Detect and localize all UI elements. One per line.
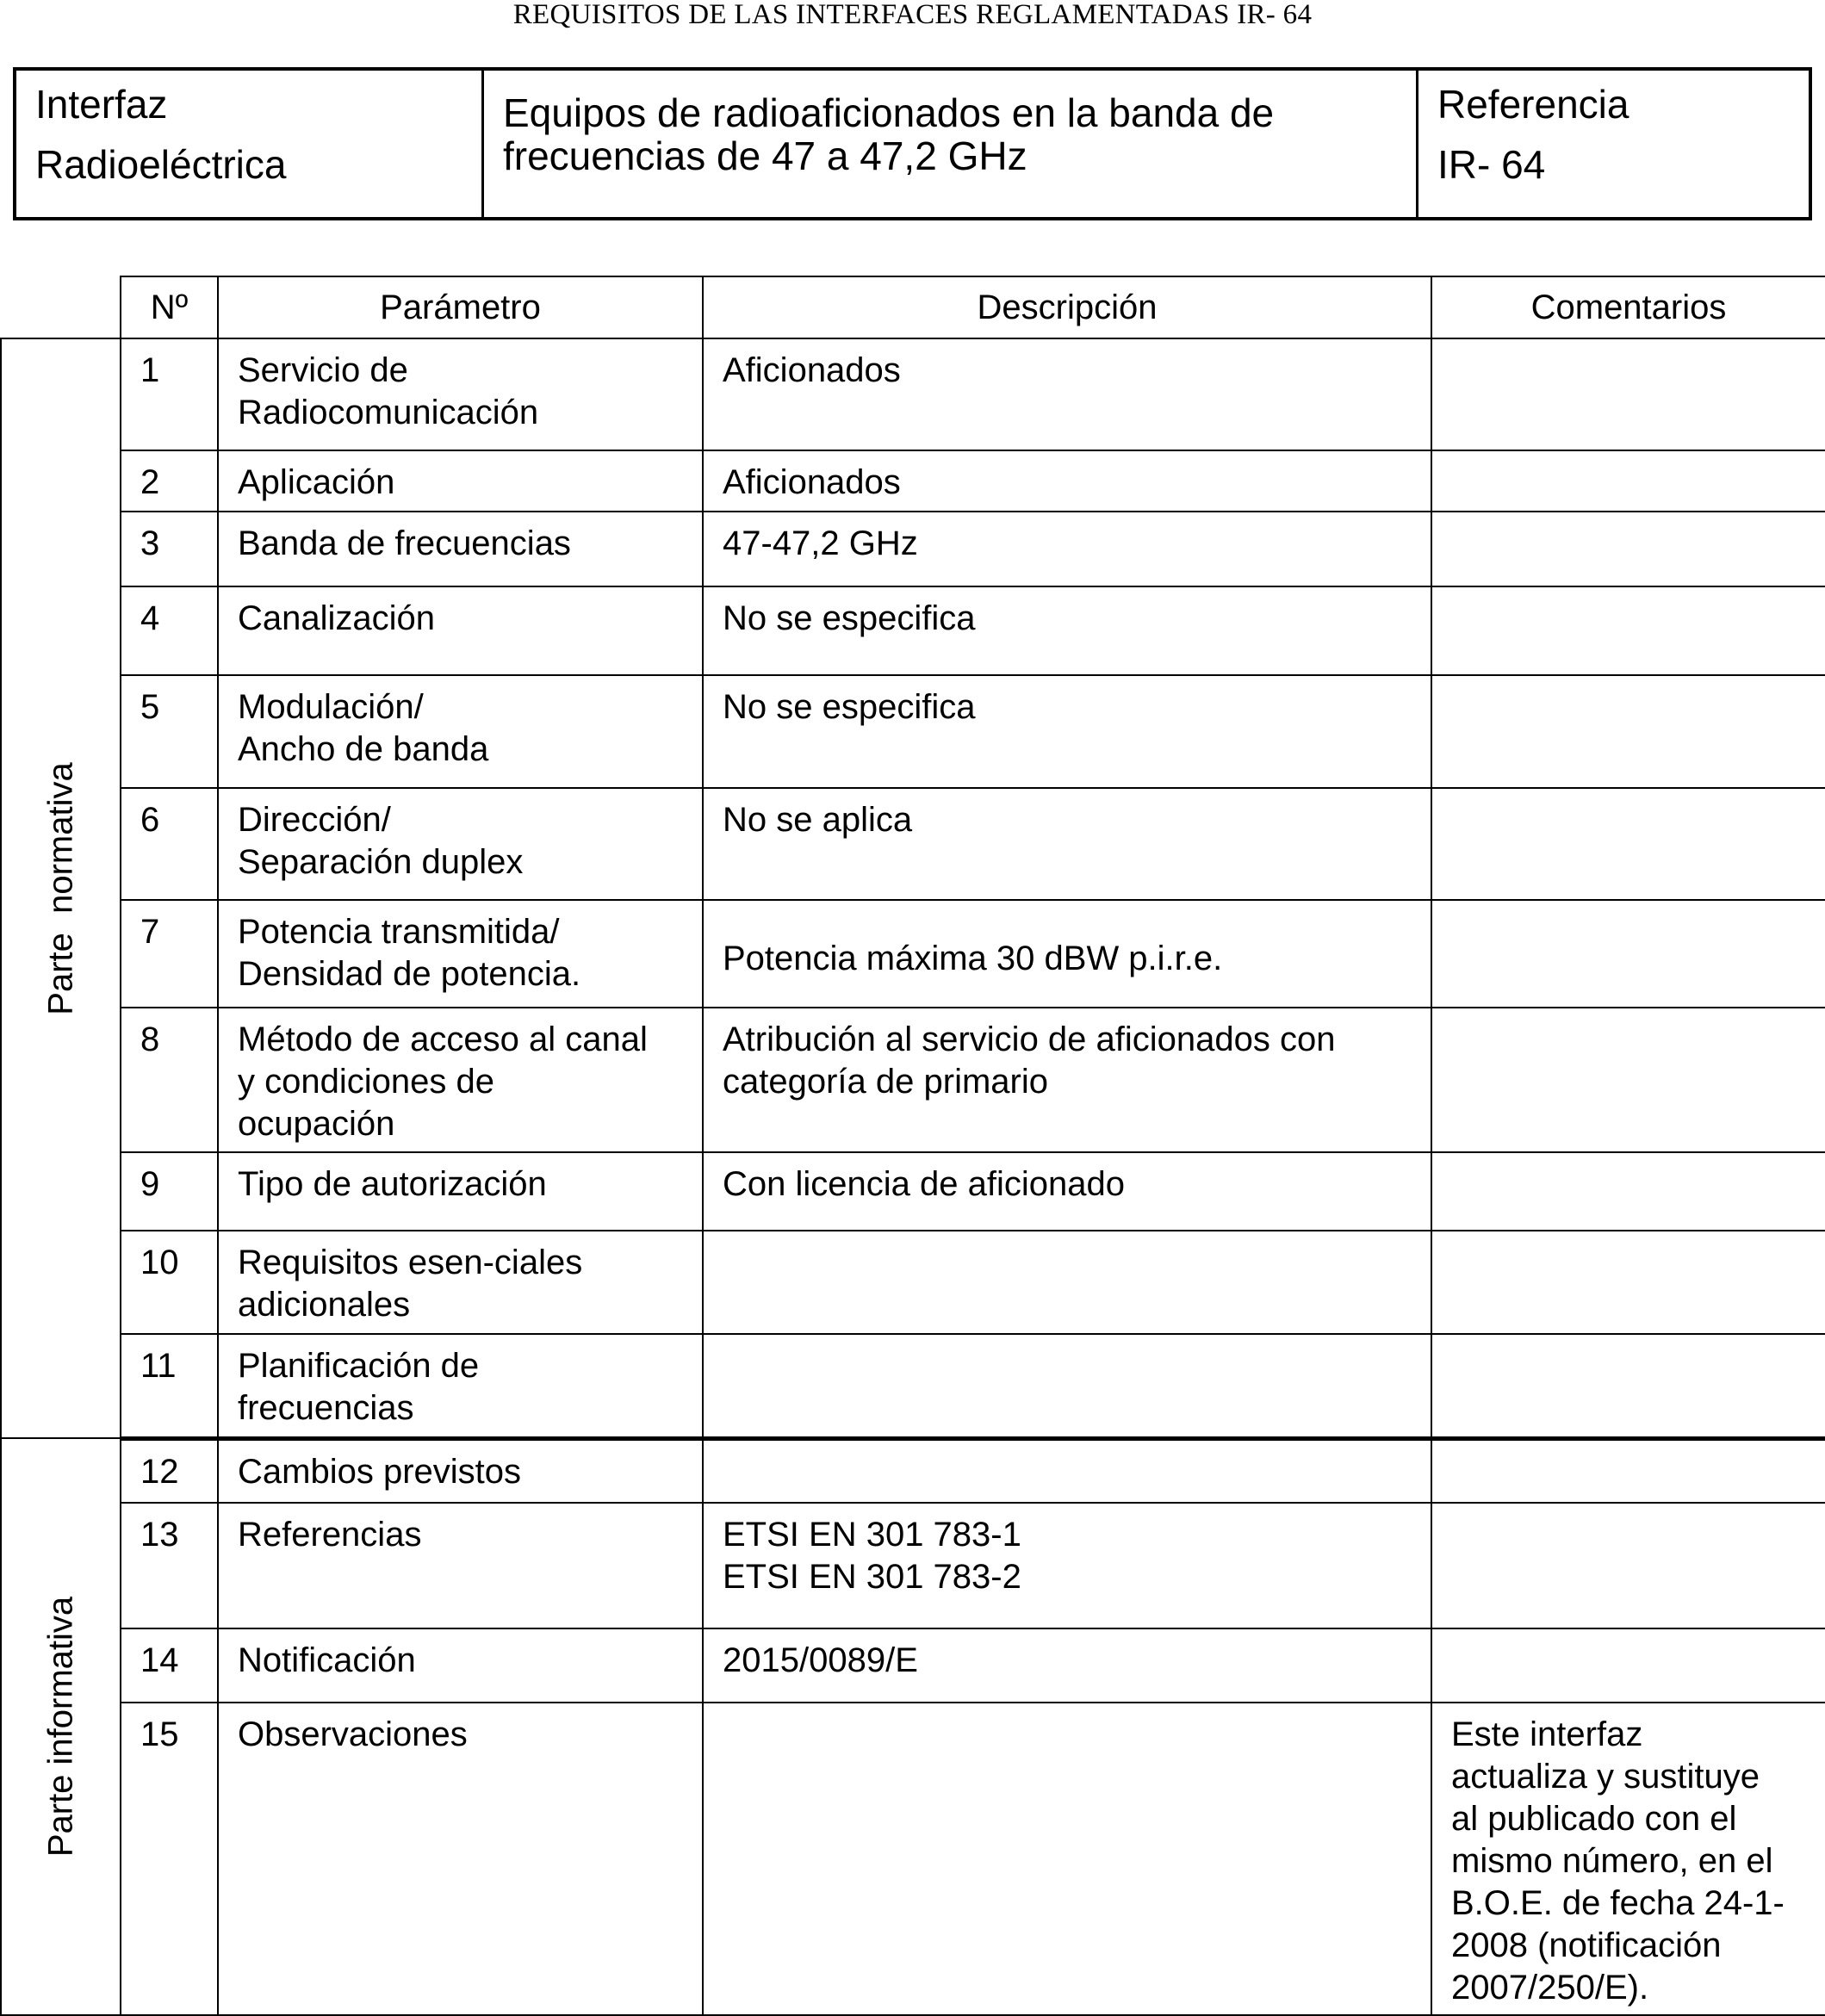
header-param: Parámetro (218, 276, 703, 338)
interface-title-cell (484, 71, 1418, 217)
cell-text-line: Cambios previstos (238, 1452, 522, 1491)
cell-text-line: Canalización (238, 599, 436, 637)
cell-text-line: Aficionados (723, 351, 901, 389)
cell-text-line: ETSI EN 301 783-1 (723, 1516, 1021, 1554)
cell-text-line: frecuencias (238, 1389, 414, 1427)
section-normative (1, 338, 121, 1438)
row-description (703, 586, 1431, 675)
row-description (703, 1152, 1431, 1231)
header-num: Nº (121, 276, 218, 338)
row-number: 8 (121, 1008, 218, 1152)
row-description (703, 1008, 1431, 1152)
row-description (703, 1438, 1431, 1503)
cell-text-line: ETSI EN 301 783-2 (723, 1558, 1021, 1596)
reference-label: Referencia (1437, 82, 1629, 127)
row-number: 15 (121, 1703, 218, 2015)
table-row (1, 675, 1825, 788)
cell-text-line: Este interfaz (1451, 1715, 1643, 1753)
cell-text-line: Separación duplex (238, 843, 524, 881)
row-parameter (218, 1334, 703, 1438)
row-comment (1431, 788, 1825, 900)
row-parameter (218, 1628, 703, 1703)
section-label: Parte informativa (41, 1596, 79, 1858)
cell-text-line: Referencias (238, 1516, 422, 1554)
row-description (703, 1231, 1431, 1334)
row-comment (1431, 1334, 1825, 1438)
row-number: 4 (121, 586, 218, 675)
cell-text-line: Notificación (238, 1641, 416, 1679)
row-comment (1431, 512, 1825, 586)
row-description (703, 512, 1431, 586)
row-parameter (218, 788, 703, 900)
reference-value: IR- 64 (1437, 142, 1546, 187)
page-header: REQUISITOS DE LAS INTERFACES REGLAMENTADAS IR- 64 (512, 0, 1313, 30)
title-line-2: frecuencias de 47 a 47,2 GHz (503, 133, 1027, 178)
cell-text-line: Potencia máxima 30 dBW p.i.r.e. (723, 940, 1223, 977)
row-parameter (218, 1438, 703, 1503)
row-number: 9 (121, 1152, 218, 1231)
interface-type: Radioeléctrica (35, 142, 287, 187)
cell-text-line: categoría de primario (723, 1063, 1048, 1101)
cell-text-line: 2007/250/E). (1451, 1969, 1649, 2007)
row-description (703, 338, 1431, 450)
cell-text-line: Tipo de autorización (238, 1165, 547, 1203)
cell-text-line: No se aplica (723, 801, 913, 839)
row-parameter (218, 450, 703, 512)
cell-text-line: actualiza y sustituye (1451, 1758, 1760, 1796)
cell-text-line: B.O.E. de fecha 24-1- (1451, 1884, 1785, 1922)
cell-text-line: Densidad de potencia. (238, 955, 581, 993)
cell-text-line: Planificación de (238, 1347, 480, 1385)
row-description (703, 1334, 1431, 1438)
interface-type-cell (16, 71, 484, 217)
row-number: 7 (121, 900, 218, 1008)
row-comment (1431, 450, 1825, 512)
cell-text-line: mismo número, en el (1451, 1842, 1773, 1880)
header-comments: Comentarios (1431, 276, 1825, 338)
cell-text-line: Dirección/ (238, 801, 391, 839)
cell-text-line: Atribución al servicio de aficionados con (723, 1020, 1336, 1058)
title-line-1: Equipos de radioaficionados en la banda de (503, 90, 1275, 135)
cell-text-line: Servicio de (238, 351, 408, 389)
table-row (1, 1628, 1825, 1703)
row-parameter (218, 1152, 703, 1231)
header-desc: Descripción (703, 276, 1431, 338)
cell-text-line: Método de acceso al canal (238, 1020, 648, 1058)
row-comment (1431, 1152, 1825, 1231)
row-parameter (218, 586, 703, 675)
cell-text-line: Aplicación (238, 463, 395, 501)
table-row (1, 1334, 1825, 1438)
row-description (703, 1503, 1431, 1628)
row-description (703, 450, 1431, 512)
table-row (1, 1703, 1825, 2015)
row-description (703, 1628, 1431, 1703)
corner-cell (1, 276, 121, 338)
table-row (1, 450, 1825, 512)
cell-text-line: Observaciones (238, 1715, 468, 1753)
row-comment (1431, 1008, 1825, 1152)
section-label: Parte normativa (41, 761, 79, 1015)
cell-text-line: Requisitos esen-ciales (238, 1244, 583, 1281)
cell-text-line: Radiocomunicación (238, 394, 539, 431)
cell-text-line: No se especifica (723, 688, 976, 726)
row-number: 1 (121, 338, 218, 450)
row-number: 2 (121, 450, 218, 512)
row-number: 10 (121, 1231, 218, 1334)
row-description (703, 675, 1431, 788)
row-comment (1431, 1231, 1825, 1334)
parameters-table (0, 276, 1825, 2016)
row-number: 5 (121, 675, 218, 788)
table-row (1, 1008, 1825, 1152)
cell-text-line: Banda de frecuencias (238, 524, 571, 562)
row-comment (1431, 1628, 1825, 1703)
row-parameter (218, 1703, 703, 2015)
table-row (1, 1438, 1825, 1503)
row-comment (1431, 900, 1825, 1008)
cell-text-line: adicionales (238, 1286, 411, 1324)
row-parameter (218, 512, 703, 586)
cell-text-line: 2008 (notificación (1451, 1926, 1722, 1964)
table-row (1, 1152, 1825, 1231)
reference-cell (1418, 71, 1809, 217)
table-row (1, 788, 1825, 900)
cell-text-line: No se especifica (723, 599, 976, 637)
row-number: 6 (121, 788, 218, 900)
cell-text-line: Potencia transmitida/ (238, 913, 560, 951)
row-parameter (218, 1008, 703, 1152)
table-row (1, 900, 1825, 1008)
cell-text-line: 2015/0089/E (723, 1641, 918, 1679)
row-parameter (218, 675, 703, 788)
table-header-row (1, 276, 1825, 338)
row-number: 3 (121, 512, 218, 586)
row-number: 14 (121, 1628, 218, 1703)
table-row (1, 1503, 1825, 1628)
table-row (1, 512, 1825, 586)
interface-label: Interfaz (35, 82, 168, 127)
cell-text-line: al publicado con el (1451, 1800, 1737, 1838)
row-number: 11 (121, 1334, 218, 1438)
cell-text-line: ocupación (238, 1105, 395, 1143)
row-description (703, 788, 1431, 900)
row-comment (1431, 1438, 1825, 1503)
cell-text-line: Modulación/ (238, 688, 424, 726)
row-description (703, 900, 1431, 1008)
cell-text-line: 47-47,2 GHz (723, 524, 918, 562)
cell-text-line: Aficionados (723, 463, 901, 501)
cell-text-line: Ancho de banda (238, 730, 489, 768)
row-parameter (218, 900, 703, 1008)
table-row (1, 338, 1825, 450)
cell-text-line: y condiciones de (238, 1063, 494, 1101)
table-row (1, 586, 1825, 675)
section-informative (1, 1438, 121, 2015)
row-description (703, 1703, 1431, 2015)
row-comment (1431, 586, 1825, 675)
cell-text-line: Con licencia de aficionado (723, 1165, 1125, 1203)
row-number: 12 (121, 1438, 218, 1503)
row-comment (1431, 675, 1825, 788)
row-number: 13 (121, 1503, 218, 1628)
interface-header-box (13, 67, 1812, 220)
row-comment (1431, 1503, 1825, 1628)
row-comment (1431, 338, 1825, 450)
table-row (1, 1231, 1825, 1334)
row-comment (1431, 1703, 1825, 2015)
row-parameter (218, 338, 703, 450)
row-parameter (218, 1503, 703, 1628)
row-parameter (218, 1231, 703, 1334)
